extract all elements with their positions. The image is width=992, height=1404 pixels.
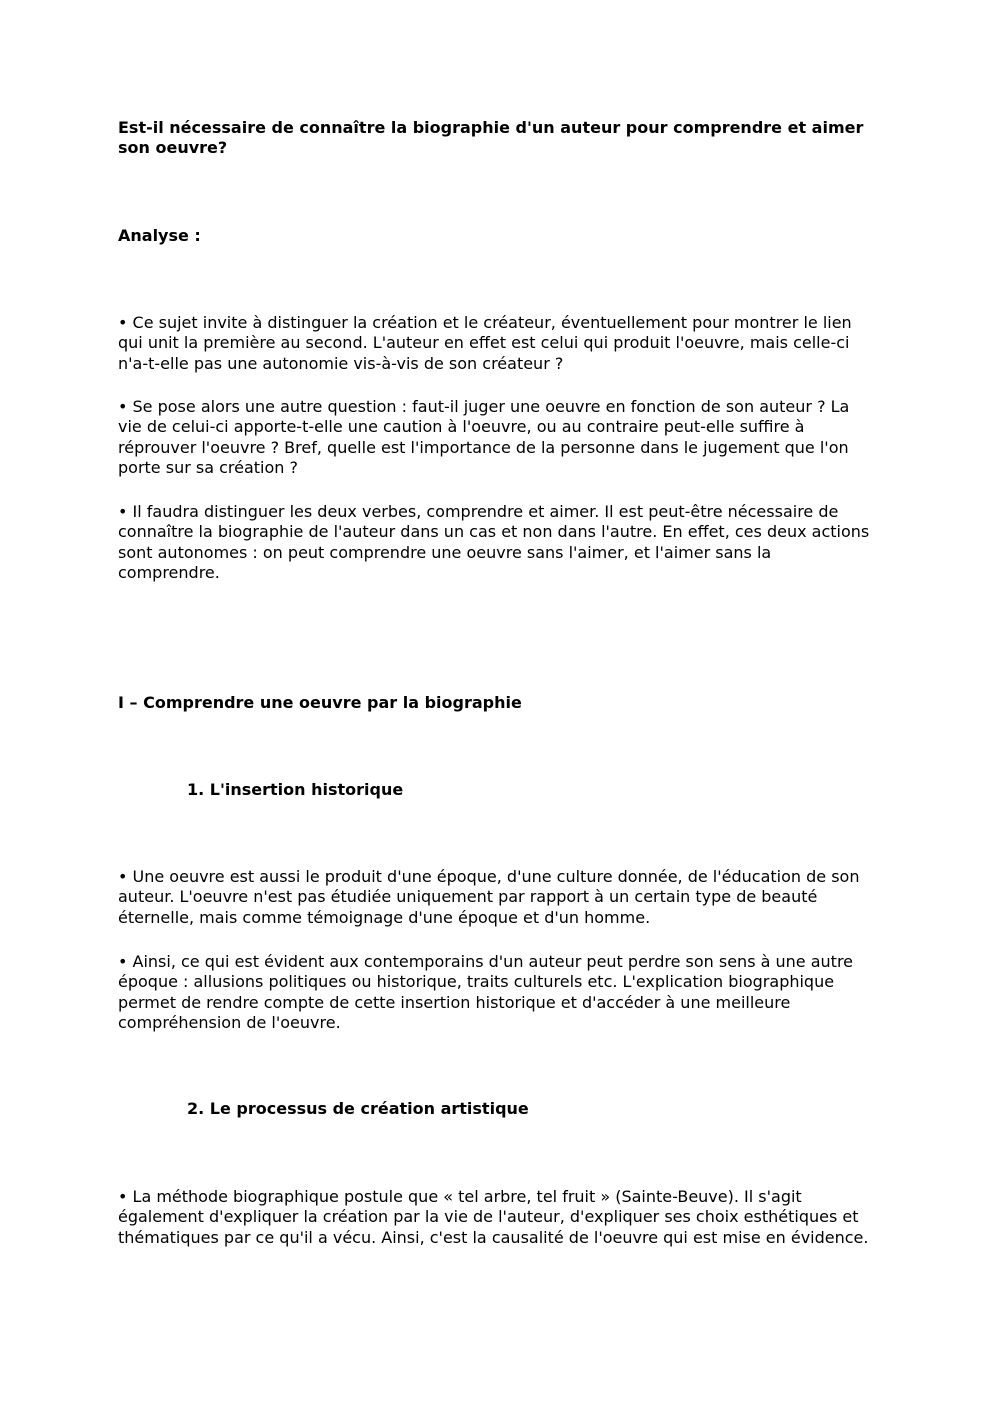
analyse-paragraph-1: • Ce sujet invite à distinguer la création et le créateur, éventuellement pour montrer le lien qui unit la première au second. L'auteur en effet est celui qui produit l'oeuvre, mais celle-ci n'a-t-elle pas une autonomie vis-à-vis de son créateur ?	[118, 313, 852, 373]
analyse-paragraph-2: • Se pose alors une autre question : faut-il juger une oeuvre en fonction de son auteur ? La vie de celui-ci apporte-t-elle une caution à l'oeuvre, ou au contraire peut-elle suffire à réprouver l'oeuvre ? Bref, quelle est l'importance de la personne dans le jugement que l'on porte sur sa création ?	[118, 397, 850, 478]
analyse-heading: Analyse :	[118, 226, 201, 245]
document-title: Est-il nécessaire de connaître la biographie d'un auteur pour comprendre et aimer son oeuvre?	[118, 118, 864, 158]
part1-heading: I – Comprendre une oeuvre par la biographie	[118, 693, 522, 712]
section1-heading: 1. L'insertion historique	[187, 780, 404, 799]
section1-paragraph-1: • Une oeuvre est aussi le produit d'une époque, d'une culture donnée, de l'éducation de son auteur. L'oeuvre n'est pas étudiée uniquement par rapport à un certain type de beauté éternelle, mais comme témoignage d'une époque et d'un homme.	[118, 867, 860, 927]
section2-heading: 2. Le processus de création artistique	[187, 1099, 529, 1118]
analyse-paragraph-3: • Il faudra distinguer les deux verbes, comprendre et aimer. Il est peut-être nécessaire de connaître la biographie de l'auteur dans un cas et non dans l'autre. En effet, ces deux actions sont autonomes : on peut comprendre une oeuvre sans l'aimer, et l'aimer sans la comprendre.	[118, 502, 870, 583]
section1-paragraph-2: • Ainsi, ce qui est évident aux contemporains d'un auteur peut perdre son sens à une autre époque : allusions politiques ou historique, traits culturels etc. L'explication biographique permet de rendre compte de cette insertion historique et d'accéder à une meilleure compréhension de l'oeuvre.	[118, 952, 854, 1033]
section2-paragraph-1: • La méthode biographique postule que « tel arbre, tel fruit » (Sainte-Beuve). Il s'agit également d'expliquer la création par la vie de l'auteur, d'expliquer ses choix esthétiques et thématiques par ce qu'il a vécu. Ainsi, c'est la causalité de l'oeuvre qui est mise en évidence.	[118, 1187, 869, 1247]
